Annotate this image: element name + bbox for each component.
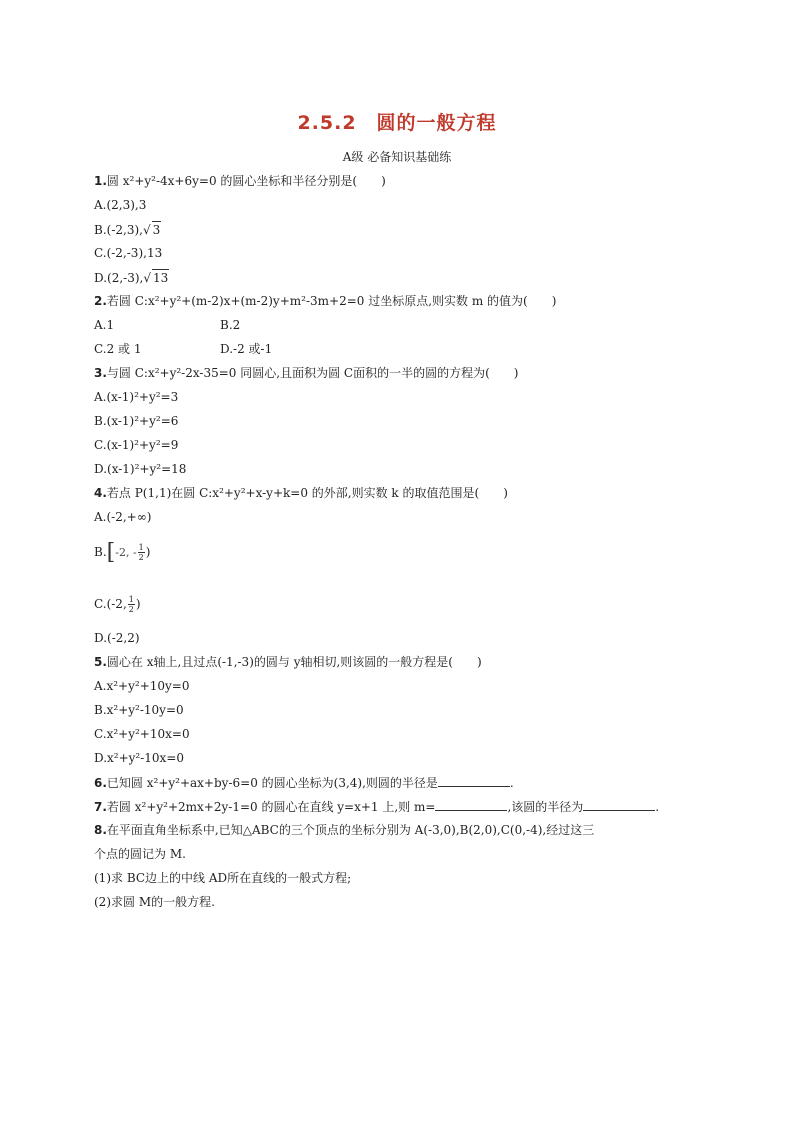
question-mid: ,该圆的半径为 (507, 800, 584, 814)
question-3 (94, 365, 518, 381)
q3-option-d: D.(x-1)²+y²=18 (94, 462, 187, 476)
q1-option-c: C.(-2,-3),13 (94, 246, 163, 260)
option-label: B. (94, 545, 107, 559)
q1-option-d (94, 269, 169, 286)
option-text: D.(2,-3), (94, 271, 144, 285)
sqrt-symbol: √ (142, 223, 151, 237)
q3-option-a: A.(x-1)²+y²=3 (94, 390, 179, 404)
question-number: 5. (94, 655, 107, 669)
question-2 (94, 293, 556, 309)
q4-option-a: A.(-2,+∞) (94, 510, 152, 524)
question-stem-line-2: 个点的圆记为 M. (94, 847, 186, 861)
question-stem: 若圆 x²+y²+2mx+2y-1=0 的圆心在直线 y=x+1 上,则 m= (106, 800, 436, 814)
question-number: 1. (94, 174, 107, 188)
question-4 (94, 485, 508, 501)
q4-option-c (94, 592, 141, 616)
question-6 (94, 774, 514, 791)
fraction-numerator: 1 (128, 595, 134, 604)
q5-option-a: A.x²+y²+10y=0 (94, 679, 190, 693)
sqrt-radicand: 3 (152, 223, 161, 237)
question-number: 8. (94, 823, 107, 837)
q2-options-row-1 (94, 317, 114, 333)
q5-option-c: C.x²+y²+10x=0 (94, 727, 190, 741)
interval-text: -2, - (115, 546, 137, 559)
q8-part-2: (2)求圆 M的一般方程. (94, 895, 215, 909)
question-number: 2. (94, 294, 107, 308)
q1-option-b (94, 221, 161, 238)
q5-option-d: D.x²+y²-10x=0 (94, 751, 185, 765)
left-bracket: [ (106, 539, 116, 565)
q2-option-d: D.-2 或-1 (220, 342, 273, 356)
question-7 (94, 798, 659, 815)
question-stem: 与圆 C:x²+y²-2x-35=0 同圆心,且面积为圆 C面积的一半的圆的方程为( ) (106, 366, 519, 380)
right-paren: ) (145, 545, 151, 559)
sqrt-symbol: √ (143, 271, 151, 285)
answer-blank-m[interactable] (435, 798, 507, 811)
q1-option-a: A.(2,3),3 (94, 198, 147, 212)
q5-option-b: B.x²+y²-10y=0 (94, 703, 184, 717)
fraction-numerator: 1 (138, 543, 144, 552)
answer-blank-radius[interactable] (583, 798, 655, 811)
question-stem-line-1: 在平面直角坐标系中,已知△ABC的三个顶点的坐标分别为 A(-3,0),B(2,0),C(0,-4),经过这三 (106, 823, 595, 837)
page-title: 2.5.2 圆的一般方程 (297, 112, 497, 134)
question-number: 6. (94, 776, 107, 790)
question-tail: . (655, 800, 660, 814)
fraction-denominator: 2 (138, 553, 144, 562)
question-number: 3. (94, 366, 107, 380)
question-stem: 圆 x²+y²-4x+6y=0 的圆心坐标和半径分别是( ) (106, 174, 386, 188)
question-stem: 若圆 C:x²+y²+(m-2)x+(m-2)y+m²-3m+2=0 过坐标原点,则实数 m 的值为( ) (106, 294, 557, 308)
option-text: C.(-2, (94, 597, 127, 611)
q4-option-d: D.(-2,2) (94, 631, 140, 645)
answer-blank[interactable] (438, 774, 510, 787)
question-8 (94, 822, 594, 838)
q4-option-b (94, 540, 150, 565)
question-number: 4. (94, 486, 107, 500)
question-stem: 若点 P(1,1)在圆 C:x²+y²+x-y+k=0 的外部,则实数 k 的取值范围是( ) (106, 486, 508, 500)
q2-option-a: A.1 (94, 318, 115, 332)
q8-part-1: (1)求 BC边上的中线 AD所在直线的一般式方程; (94, 871, 352, 885)
q2-option-b: B.2 (220, 318, 241, 332)
right-paren: ) (135, 597, 141, 611)
option-text: B.(-2,3), (94, 223, 143, 237)
q2-option-c: C.2 或 1 (94, 342, 142, 356)
question-stem: 圆心在 x轴上,且过点(-1,-3)的圆与 y轴相切,则该圆的一般方程是( ) (106, 655, 482, 669)
section-heading: A级 必备知识基础练 (342, 150, 452, 164)
q3-option-c: C.(x-1)²+y²=9 (94, 438, 179, 452)
fraction (128, 595, 135, 614)
fraction-denominator: 2 (128, 605, 134, 614)
question-1 (94, 173, 386, 189)
question-5 (94, 654, 482, 670)
sqrt-radicand: 13 (152, 271, 169, 285)
question-tail: . (509, 776, 514, 790)
question-number: 7. (94, 800, 107, 814)
q3-option-b: B.(x-1)²+y²=6 (94, 414, 179, 428)
question-stem: 已知圆 x²+y²+ax+by-6=0 的圆心坐标为(3,4),则圆的半径是 (106, 776, 438, 790)
fraction (138, 543, 145, 562)
